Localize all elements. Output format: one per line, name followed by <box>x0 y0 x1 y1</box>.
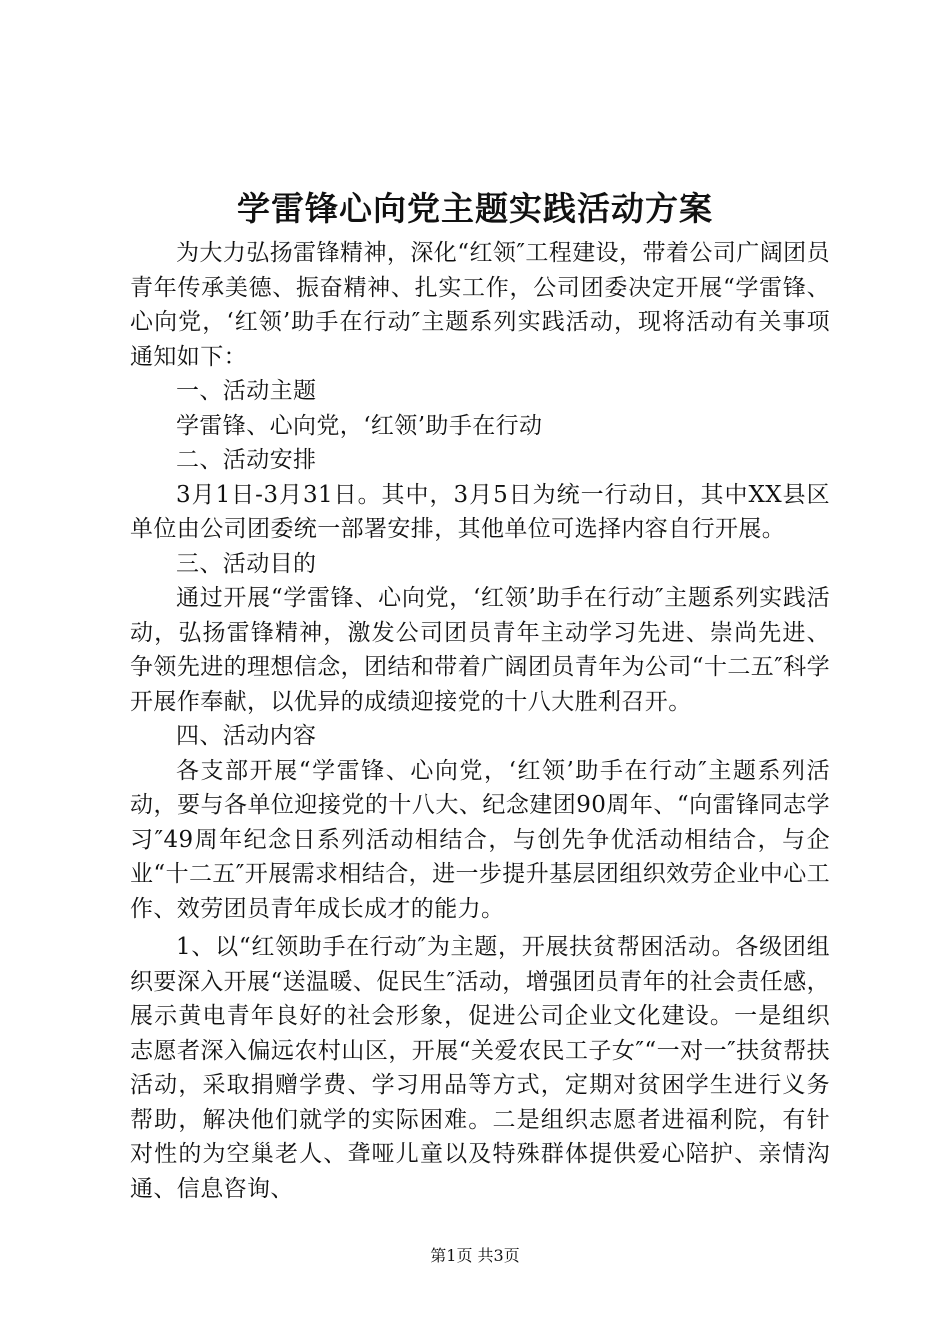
paragraph-purpose: 通过开展“学雷锋、心向党，‘红领’助手在行动″主题系列实践活动，弘扬雷锋精神，激发公司团员青年主动学习先进、崇尚先进、争领先进的理想信念，团结和带着广阔团员青年为公司“十二五″科学开展作奉献，以优异的成绩迎接党的十八大胜利召开。 <box>130 585 830 715</box>
section-heading-content: 四、活动内容 <box>176 723 317 749</box>
page-footer: 第1页 共3页 <box>430 1246 520 1265</box>
document-title: 学雷锋心向党主题实践活动方案 <box>237 189 713 228</box>
paragraph-item-1: 1、以“红领助手在行动″为主题，开展扶贫帮困活动。各级团组织要深入开展“送温暖、促民生″活动，增强团员青年的社会责任感，展示黄电青年良好的社会形象，促进公司企业文化建设。一是组织志愿者深入偏远农村山区，开展“关爱农民工子女″“一对一″扶贫帮扶活动，采取捐赠学费、学习用品等方式，定期对贫困学生进行义务帮助，解决他们就学的实际困难。二是组织志愿者进福利院，有针对性的为空巢老人、聋哑儿童以及特殊群体提供爱心陪护、亲情沟通、信息咨询、 <box>130 934 830 1202</box>
section-heading-theme: 一、活动主题 <box>176 378 317 404</box>
paragraph-intro: 为大力弘扬雷锋精神，深化“红领″工程建设，带着公司广阔团员青年传承美德、振奋精神、扎实工作，公司团委决定开展“学雷锋、心向党，‘红领’助手在行动″主题系列实践活动，现将活动有关事项通知如下： <box>130 240 830 370</box>
section-heading-schedule: 二、活动安排 <box>176 447 317 473</box>
paragraph-content: 各支部开展“学雷锋、心向党，‘红领’助手在行动″主题系列活动，要与各单位迎接党的十八大、纪念建团90周年、“向雷锋同志学习″49周年纪念日系列活动相结合，与创先争优活动相结合，与企业“十二五″开展需求相结合，进一步提升基层团组织效劳企业中心工作、效劳团员青年成长成才的能力。 <box>130 757 830 922</box>
section-heading-purpose: 三、活动目的 <box>176 550 317 577</box>
document-body <box>130 236 830 1206</box>
paragraph-schedule: 3月1日-3月31日。其中，3月5日为统一行动日，其中XX县区单位由公司团委统一部署安排，其他单位可选择内容自行开展。 <box>130 481 830 542</box>
paragraph-theme: 学雷锋、心向党，‘红领’助手在行动 <box>176 412 543 439</box>
